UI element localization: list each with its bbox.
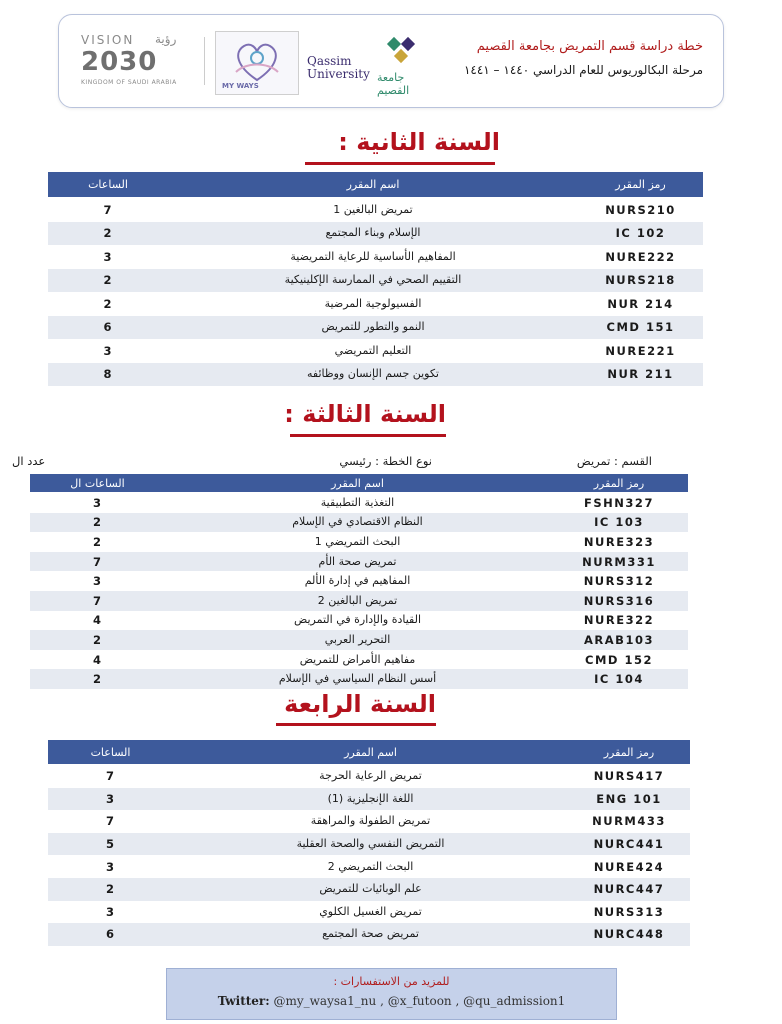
year4-table bbox=[48, 740, 690, 948]
year4-course-code-cell: NURS417 bbox=[593, 769, 665, 784]
footer-title: للمزيد من الاستفسارات : bbox=[333, 975, 450, 988]
year4-course-name-cell: تمريض صحة المجتمع bbox=[322, 927, 419, 941]
year4-course-name-cell: تمريض الرعاية الحرجة bbox=[319, 769, 422, 783]
year2-hours-cell: 3 bbox=[103, 249, 113, 264]
year2-course-code-cell: NUR 214 bbox=[607, 296, 674, 311]
year3-header-code: رمز المقرر bbox=[593, 476, 645, 490]
year3-title: السنة الثالثة : bbox=[284, 400, 446, 428]
contact-footer bbox=[166, 968, 617, 1020]
year3-course-code-cell: NURM331 bbox=[582, 554, 656, 569]
year4-table-row bbox=[48, 765, 690, 788]
year3-course-name-cell: النظام الاقتصادي في الإسلام bbox=[292, 515, 423, 529]
year4-course-code-cell: NURC447 bbox=[593, 882, 665, 897]
year2-hours-cell: 6 bbox=[103, 320, 113, 335]
plan-subtitle: مرحلة البكالوريوس للعام الدراسي ١٤٤٠ – ١٤٤١ bbox=[463, 63, 703, 77]
year4-hours-cell: 3 bbox=[105, 904, 115, 919]
my-ways-label: MY WAYS bbox=[222, 82, 259, 90]
year4-course-code-cell: NURC448 bbox=[593, 927, 665, 942]
footer-twitter-line bbox=[167, 994, 616, 1008]
year3-course-code-cell: FSHN327 bbox=[584, 495, 654, 510]
year3-table-row bbox=[30, 591, 688, 611]
year3-table-row bbox=[30, 611, 688, 631]
year3-hours-cell: 4 bbox=[92, 652, 102, 667]
year2-course-code-cell: NURE222 bbox=[605, 249, 676, 264]
year3-table bbox=[30, 474, 688, 692]
year2-table-header bbox=[48, 172, 703, 197]
year2-course-code-cell: NURS210 bbox=[605, 202, 676, 217]
year3-table-row bbox=[30, 669, 688, 689]
qassim-university-logo bbox=[303, 35, 423, 97]
year2-table bbox=[48, 172, 703, 388]
year3-course-code-cell: IC 104 bbox=[594, 672, 644, 687]
year2-hours-cell: 7 bbox=[103, 202, 113, 217]
year4-course-name-cell: تمريض الغسيل الكلوي bbox=[319, 904, 422, 918]
year4-hours-cell: 7 bbox=[105, 814, 115, 829]
year4-table-row bbox=[48, 901, 690, 924]
year3-course-name-cell: البحث التمريضي 1 bbox=[314, 534, 401, 548]
year4-course-name-cell: تمريض الطفولة والمراهقة bbox=[310, 814, 431, 828]
year4-table-row bbox=[48, 855, 690, 878]
year4-header-hours: الساعات bbox=[90, 745, 131, 759]
year4-course-code-cell: ENG 101 bbox=[596, 791, 662, 806]
year3-course-code-cell: IC 103 bbox=[594, 515, 644, 530]
twitter-handles[interactable]: @my_waysa1_nu , @x_futoon , @qu_admission1 bbox=[273, 994, 566, 1008]
year3-course-code-cell: NURE323 bbox=[583, 534, 655, 549]
year3-course-name-cell: التحرير العربي bbox=[324, 632, 391, 646]
year3-hours-cell: 7 bbox=[92, 593, 102, 608]
year3-table-row bbox=[30, 552, 688, 572]
year4-course-code-cell: NURE424 bbox=[593, 859, 665, 874]
year3-table-row bbox=[30, 493, 688, 513]
year2-course-name-cell: المفاهيم الأساسية للرعاية التمريضية bbox=[290, 249, 456, 263]
year2-header-hours: الساعات bbox=[88, 178, 128, 191]
year4-table-row bbox=[48, 810, 690, 833]
year3-table-row bbox=[30, 532, 688, 552]
year3-table-row bbox=[30, 571, 688, 591]
year4-table-row bbox=[48, 878, 690, 901]
year2-table-row bbox=[48, 316, 703, 340]
year3-course-name-cell: تمريض البالغين 2 bbox=[317, 593, 398, 607]
year2-course-code-cell: NUR 211 bbox=[607, 367, 674, 382]
year2-course-name-cell: النمو والتطور للتمريض bbox=[321, 320, 425, 334]
year3-course-code-cell: ARAB103 bbox=[584, 632, 654, 647]
year3-course-code-cell: CMD 152 bbox=[585, 652, 653, 667]
year4-header-code: رمز المقرر bbox=[603, 745, 655, 759]
vision-year: 2030 bbox=[81, 47, 158, 77]
count-meta: عدد ال bbox=[12, 454, 46, 468]
year4-title: السنة الرابعة bbox=[284, 690, 436, 718]
year3-course-name-cell: القيادة والإدارة في التمريض bbox=[294, 613, 422, 627]
year2-table-row bbox=[48, 292, 703, 316]
year3-course-code-cell: NURE322 bbox=[583, 613, 655, 628]
year2-hours-cell: 8 bbox=[103, 367, 113, 382]
year2-course-code-cell: NURE221 bbox=[605, 343, 676, 358]
year2-header-name: اسم المقرر bbox=[346, 178, 400, 191]
year3-table-header bbox=[30, 474, 688, 492]
year4-course-name-cell: البحث التمريضي 2 bbox=[327, 859, 414, 873]
my-ways-logo bbox=[215, 31, 299, 95]
year2-course-name-cell: تمريض البالغين 1 bbox=[333, 202, 413, 216]
year2-course-name-cell: التقييم الصحي في الممارسة الإكلينيكية bbox=[284, 273, 462, 287]
year3-hours-cell: 2 bbox=[92, 515, 102, 530]
year3-table-row bbox=[30, 650, 688, 670]
year4-title-underline bbox=[276, 723, 436, 726]
year4-hours-cell: 5 bbox=[105, 837, 115, 852]
year4-course-code-cell: NURM433 bbox=[592, 814, 666, 829]
year2-title: السنة الثانية : bbox=[338, 128, 500, 156]
year2-course-name-cell: الإسلام وبناء المجتمع bbox=[325, 226, 421, 240]
year2-course-code-cell: IC 102 bbox=[615, 226, 666, 241]
year2-table-row bbox=[48, 245, 703, 269]
plan-title: خطة دراسة قسم التمريض بجامعة القصيم bbox=[476, 39, 703, 54]
year2-title-underline bbox=[305, 162, 495, 165]
year4-table-row bbox=[48, 923, 690, 946]
year3-header-hours: الساعات ال bbox=[70, 476, 125, 490]
year3-table-row bbox=[30, 630, 688, 650]
department-meta: القسم : تمريض bbox=[576, 454, 652, 468]
year2-table-row bbox=[48, 363, 703, 387]
year4-table-header bbox=[48, 740, 690, 764]
year4-header-name: اسم المقرر bbox=[344, 745, 397, 759]
year4-hours-cell: 2 bbox=[105, 882, 115, 897]
year4-course-code-cell: NURS313 bbox=[593, 904, 665, 919]
vision-kingdom: KINGDOM OF SAUDI ARABIA bbox=[81, 79, 177, 86]
year3-hours-cell: 3 bbox=[92, 495, 102, 510]
year4-course-name-cell: علم الوبائيات للتمريض bbox=[319, 882, 422, 896]
year3-hours-cell: 2 bbox=[92, 632, 102, 647]
logo-divider bbox=[204, 37, 205, 85]
twitter-label: Twitter: bbox=[217, 994, 270, 1008]
year4-course-code-cell: NURC441 bbox=[593, 837, 665, 852]
year3-table-row bbox=[30, 513, 688, 533]
year4-hours-cell: 7 bbox=[105, 769, 115, 784]
year2-course-name-cell: الفسيولوجية المرضية bbox=[324, 296, 422, 310]
year3-course-name-cell: أسس النظام السياسي في الإسلام bbox=[278, 672, 437, 686]
year2-course-code-cell: CMD 151 bbox=[606, 320, 675, 335]
year3-hours-cell: 7 bbox=[92, 554, 102, 569]
year3-header-name: اسم المقرر bbox=[331, 476, 384, 490]
year2-hours-cell: 2 bbox=[103, 273, 113, 288]
year2-course-code-cell: NURS218 bbox=[605, 273, 676, 288]
year4-table-row bbox=[48, 833, 690, 856]
year2-table-row bbox=[48, 222, 703, 246]
qassim-arabic-name: جامعة القصيم bbox=[377, 71, 410, 97]
year2-hours-cell: 2 bbox=[103, 296, 113, 311]
vision-arabic-label: رؤية bbox=[155, 32, 177, 46]
qassim-english-name: Qassim University bbox=[307, 54, 370, 81]
year3-course-name-cell: مفاهيم الأمراض للتمريض bbox=[299, 652, 416, 666]
year2-header-code: رمز المقرر bbox=[615, 178, 666, 191]
year4-course-name-cell: اللغة الإنجليزية (1) bbox=[327, 791, 414, 805]
year2-hours-cell: 3 bbox=[103, 343, 113, 358]
vision-label: VISION bbox=[81, 33, 135, 47]
year2-table-row bbox=[48, 339, 703, 363]
year2-table-row bbox=[48, 198, 703, 222]
qassim-emblem-icon bbox=[377, 35, 427, 75]
year3-course-name-cell: تمريض صحة الأم bbox=[318, 554, 397, 568]
year2-course-name-cell: التعليم التمريضي bbox=[334, 343, 412, 357]
year2-table-row bbox=[48, 269, 703, 293]
year4-hours-cell: 3 bbox=[105, 859, 115, 874]
year3-hours-cell: 3 bbox=[92, 574, 102, 589]
header-card bbox=[58, 14, 724, 108]
year4-hours-cell: 6 bbox=[105, 927, 115, 942]
year3-course-code-cell: NURS316 bbox=[583, 593, 655, 608]
year3-hours-cell: 4 bbox=[92, 613, 102, 628]
year3-title-underline bbox=[290, 434, 446, 437]
year2-hours-cell: 2 bbox=[103, 226, 113, 241]
year4-course-name-cell: التمريض النفسي والصحة العقلية bbox=[296, 837, 445, 851]
year2-course-name-cell: تكوين جسم الإنسان ووظائفه bbox=[307, 367, 439, 381]
year3-course-name-cell: التغذية التطبيقية bbox=[320, 495, 395, 509]
plan-type-meta: نوع الخطة : رئيسي bbox=[339, 454, 432, 468]
year3-hours-cell: 2 bbox=[92, 534, 102, 549]
year3-course-code-cell: NURS312 bbox=[583, 574, 655, 589]
year3-course-name-cell: المفاهيم في إدارة الألم bbox=[304, 574, 411, 588]
year3-hours-cell: 2 bbox=[92, 672, 102, 687]
year4-hours-cell: 3 bbox=[105, 791, 115, 806]
vision-2030-logo bbox=[81, 33, 211, 89]
year4-table-row bbox=[48, 788, 690, 811]
